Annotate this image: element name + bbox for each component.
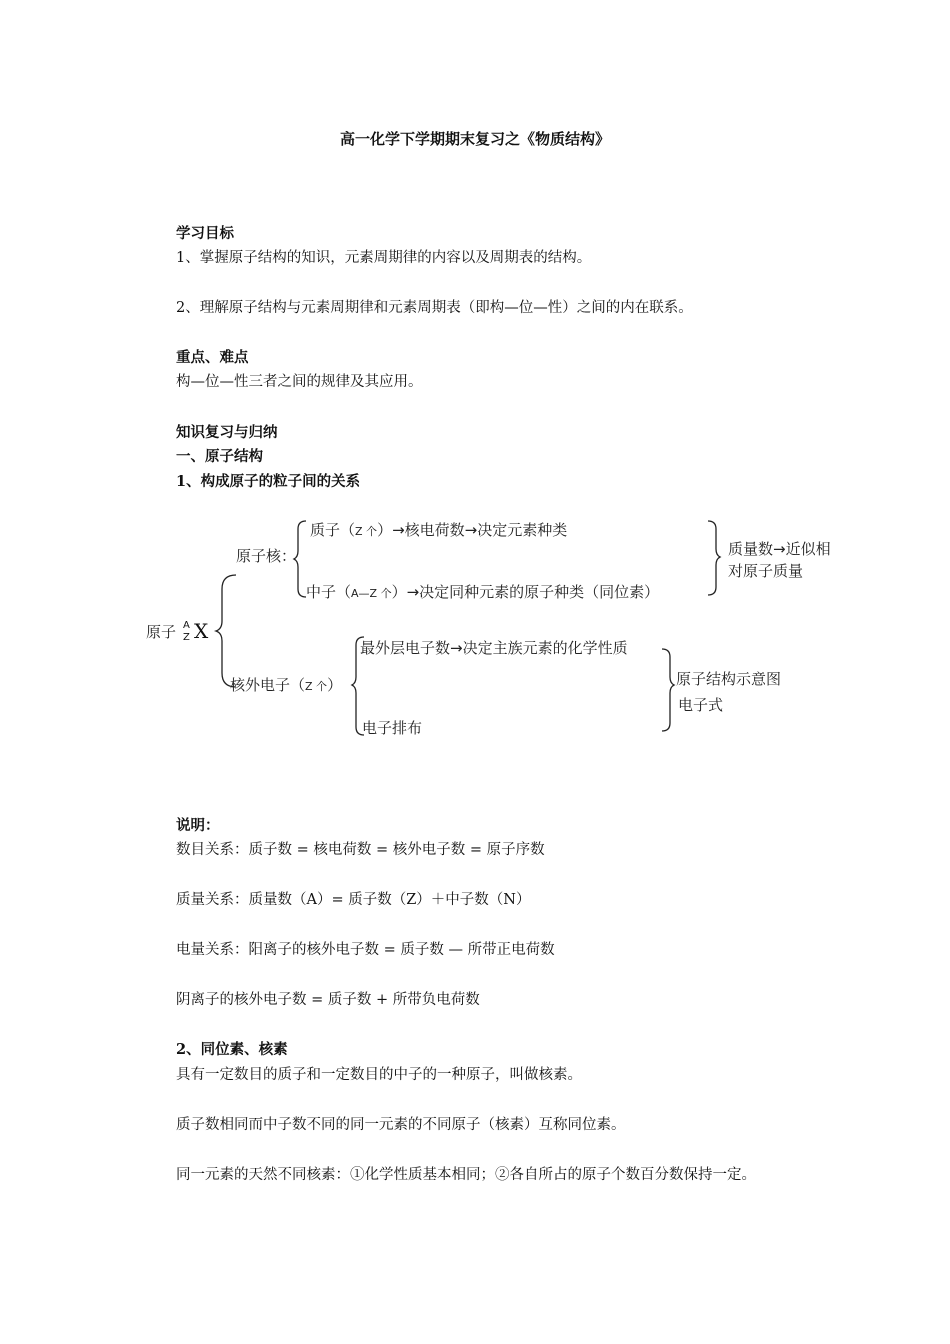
proton-line: 质子（Z 个）→核电荷数→决定元素种类 (310, 521, 568, 539)
note-anion-relation: 阴离子的核外电子数 = 质子数 + 所带负电荷数 (176, 992, 480, 1008)
neutron-line: 中子（A—Z 个）→决定同种元素的原子种类（同位素） (306, 583, 660, 601)
goal-item-2: 2、理解原子结构与元素周期律和元素周期表（即构—位—性）之间的内在联系。 (176, 300, 693, 316)
isotopes-line-1: 具有一定数目的质子和一定数目的中子的一种原子，叫做核素。 (176, 1067, 582, 1083)
structure-diagram-label: 原子结构示意图 (676, 670, 782, 688)
note-mass-relation: 质量关系：质量数（A）= 质子数（Z）＋中子数（N） (176, 892, 531, 908)
electrons-line: 核外电子（Z 个） (230, 676, 343, 694)
page-title: 高一化学下学期期末复习之《物质结构》 (339, 130, 610, 148)
isotopes-heading: 2、同位素、核素 (176, 1041, 288, 1058)
section-atomic-structure: 一、原子结构 (176, 448, 263, 465)
notes-heading: 说明： (176, 817, 220, 834)
note-count-relation: 数目关系：质子数 = 核电荷数 = 核外电子数 = 原子序数 (176, 842, 545, 858)
atom-label: 原子 (146, 623, 177, 641)
isotopes-line-3: 同一元素的天然不同核素：①化学性质基本相同；②各自所占的原子个数百分数保持一定。 (176, 1167, 756, 1183)
goals-heading: 学习目标 (176, 225, 234, 242)
key-text: 构—位—性三者之间的规律及其应用。 (176, 374, 423, 390)
outer-electrons-line: 最外层电子数→决定主族元素的化学性质 (360, 639, 628, 657)
atomic-number-symbol: Z (183, 632, 190, 643)
electron-formula-label: 电子式 (678, 696, 724, 714)
subsection-particles: 1、构成原子的粒子间的关系 (176, 473, 361, 490)
goal-item-1: 1、掌握原子结构的知识，元素周期律的内容以及周期表的结构。 (176, 250, 592, 266)
brace-representation (662, 649, 674, 731)
brace-atom (216, 575, 236, 687)
review-heading: 知识复习与归纳 (176, 424, 278, 441)
atom-structure-diagram (0, 505, 950, 765)
electron-configuration-label: 电子排布 (362, 719, 423, 737)
note-charge-relation: 电量关系：阳离子的核外电子数 = 质子数 — 所带正电荷数 (176, 942, 555, 958)
element-symbol: X (194, 619, 209, 643)
brace-mass (708, 521, 720, 595)
mass-number-symbol: A (183, 620, 190, 631)
key-heading: 重点、难点 (176, 349, 249, 366)
mass-line-2: 对原子质量 (728, 562, 804, 580)
isotopes-line-2: 质子数相同而中子数不同的同一元素的不同原子（核素）互称同位素。 (176, 1117, 626, 1133)
nucleus-label: 原子核： (236, 547, 297, 565)
mass-line-1: 质量数→近似相 (728, 540, 831, 558)
